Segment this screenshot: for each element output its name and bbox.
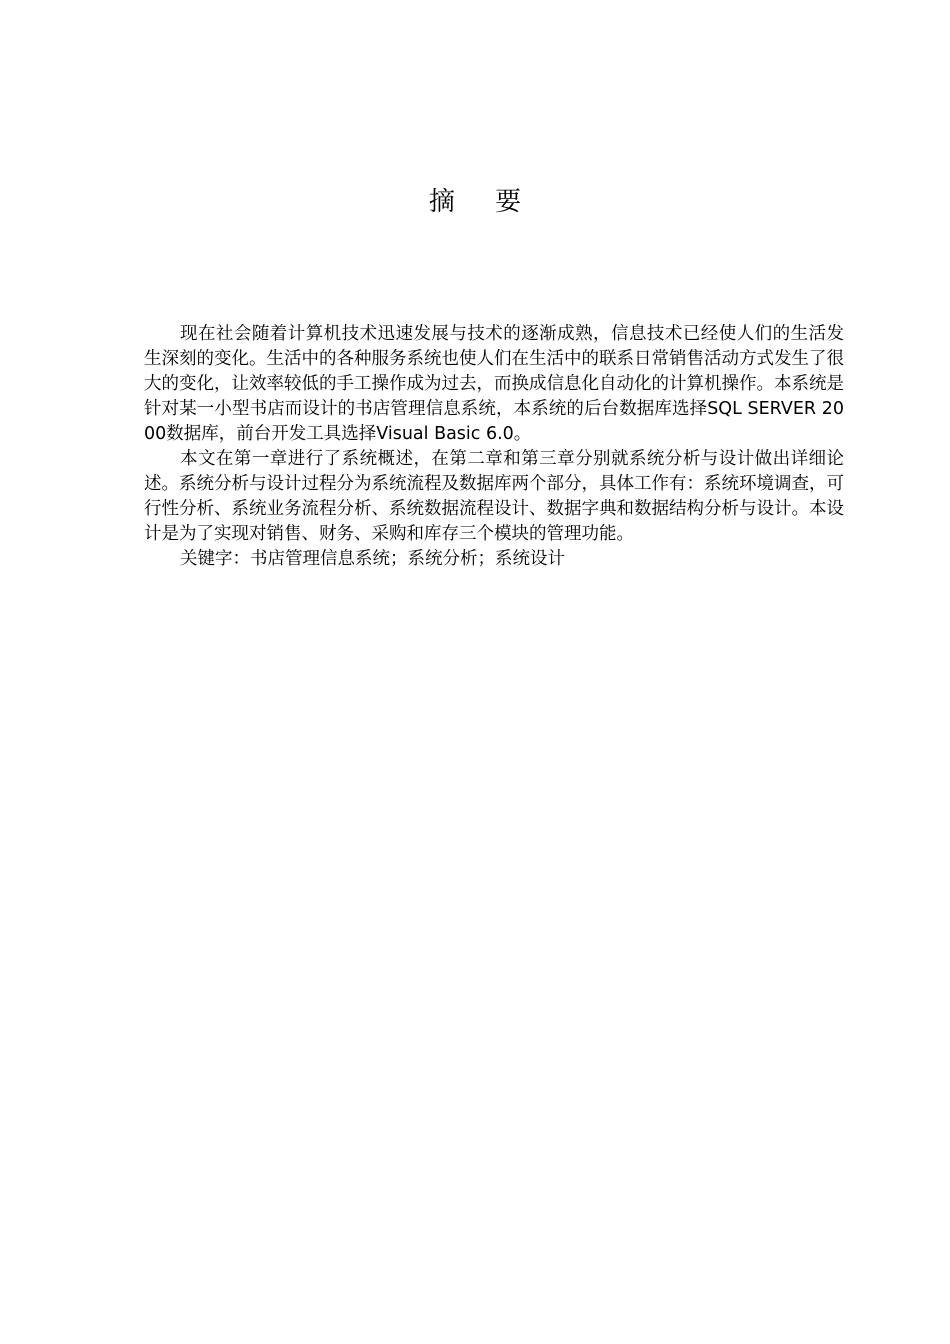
abstract-body	[144, 322, 844, 572]
keywords-line: 关键字：书店管理信息系统；系统分析；系统设计	[180, 549, 565, 569]
abstract-paragraph-1: 现在社会随着计算机技术迅速发展与技术的逐渐成熟，信息技术已经使人们的生活发生深刻的变化。生活中的各种服务系统也使人们在生活中的联系日常销售活动方式发生了很大的变化，让效率较低的手工操作成为过去，而换成信息化自动化的计算机操作。本系统是针对某一小型书店而设计的书店管理信息系统，本系统的后台数据库选择SQL SERVER 2000数据库，前台开发工具选择Visual Basic 6.0。	[144, 324, 844, 444]
page-title: 摘 要	[428, 187, 538, 217]
abstract-paragraph-2: 本文在第一章进行了系统概述，在第二章和第三章分别就系统分析与设计做出详细论述。系统分析与设计过程分为系统流程及数据库两个部分，具体工作有：系统环境调查，可行性分析、系统业务流程分析、系统数据流程设计、数据字典和数据结构分析与设计。本设计是为了实现对销售、财务、采购和库存三个模块的管理功能。	[144, 449, 844, 544]
